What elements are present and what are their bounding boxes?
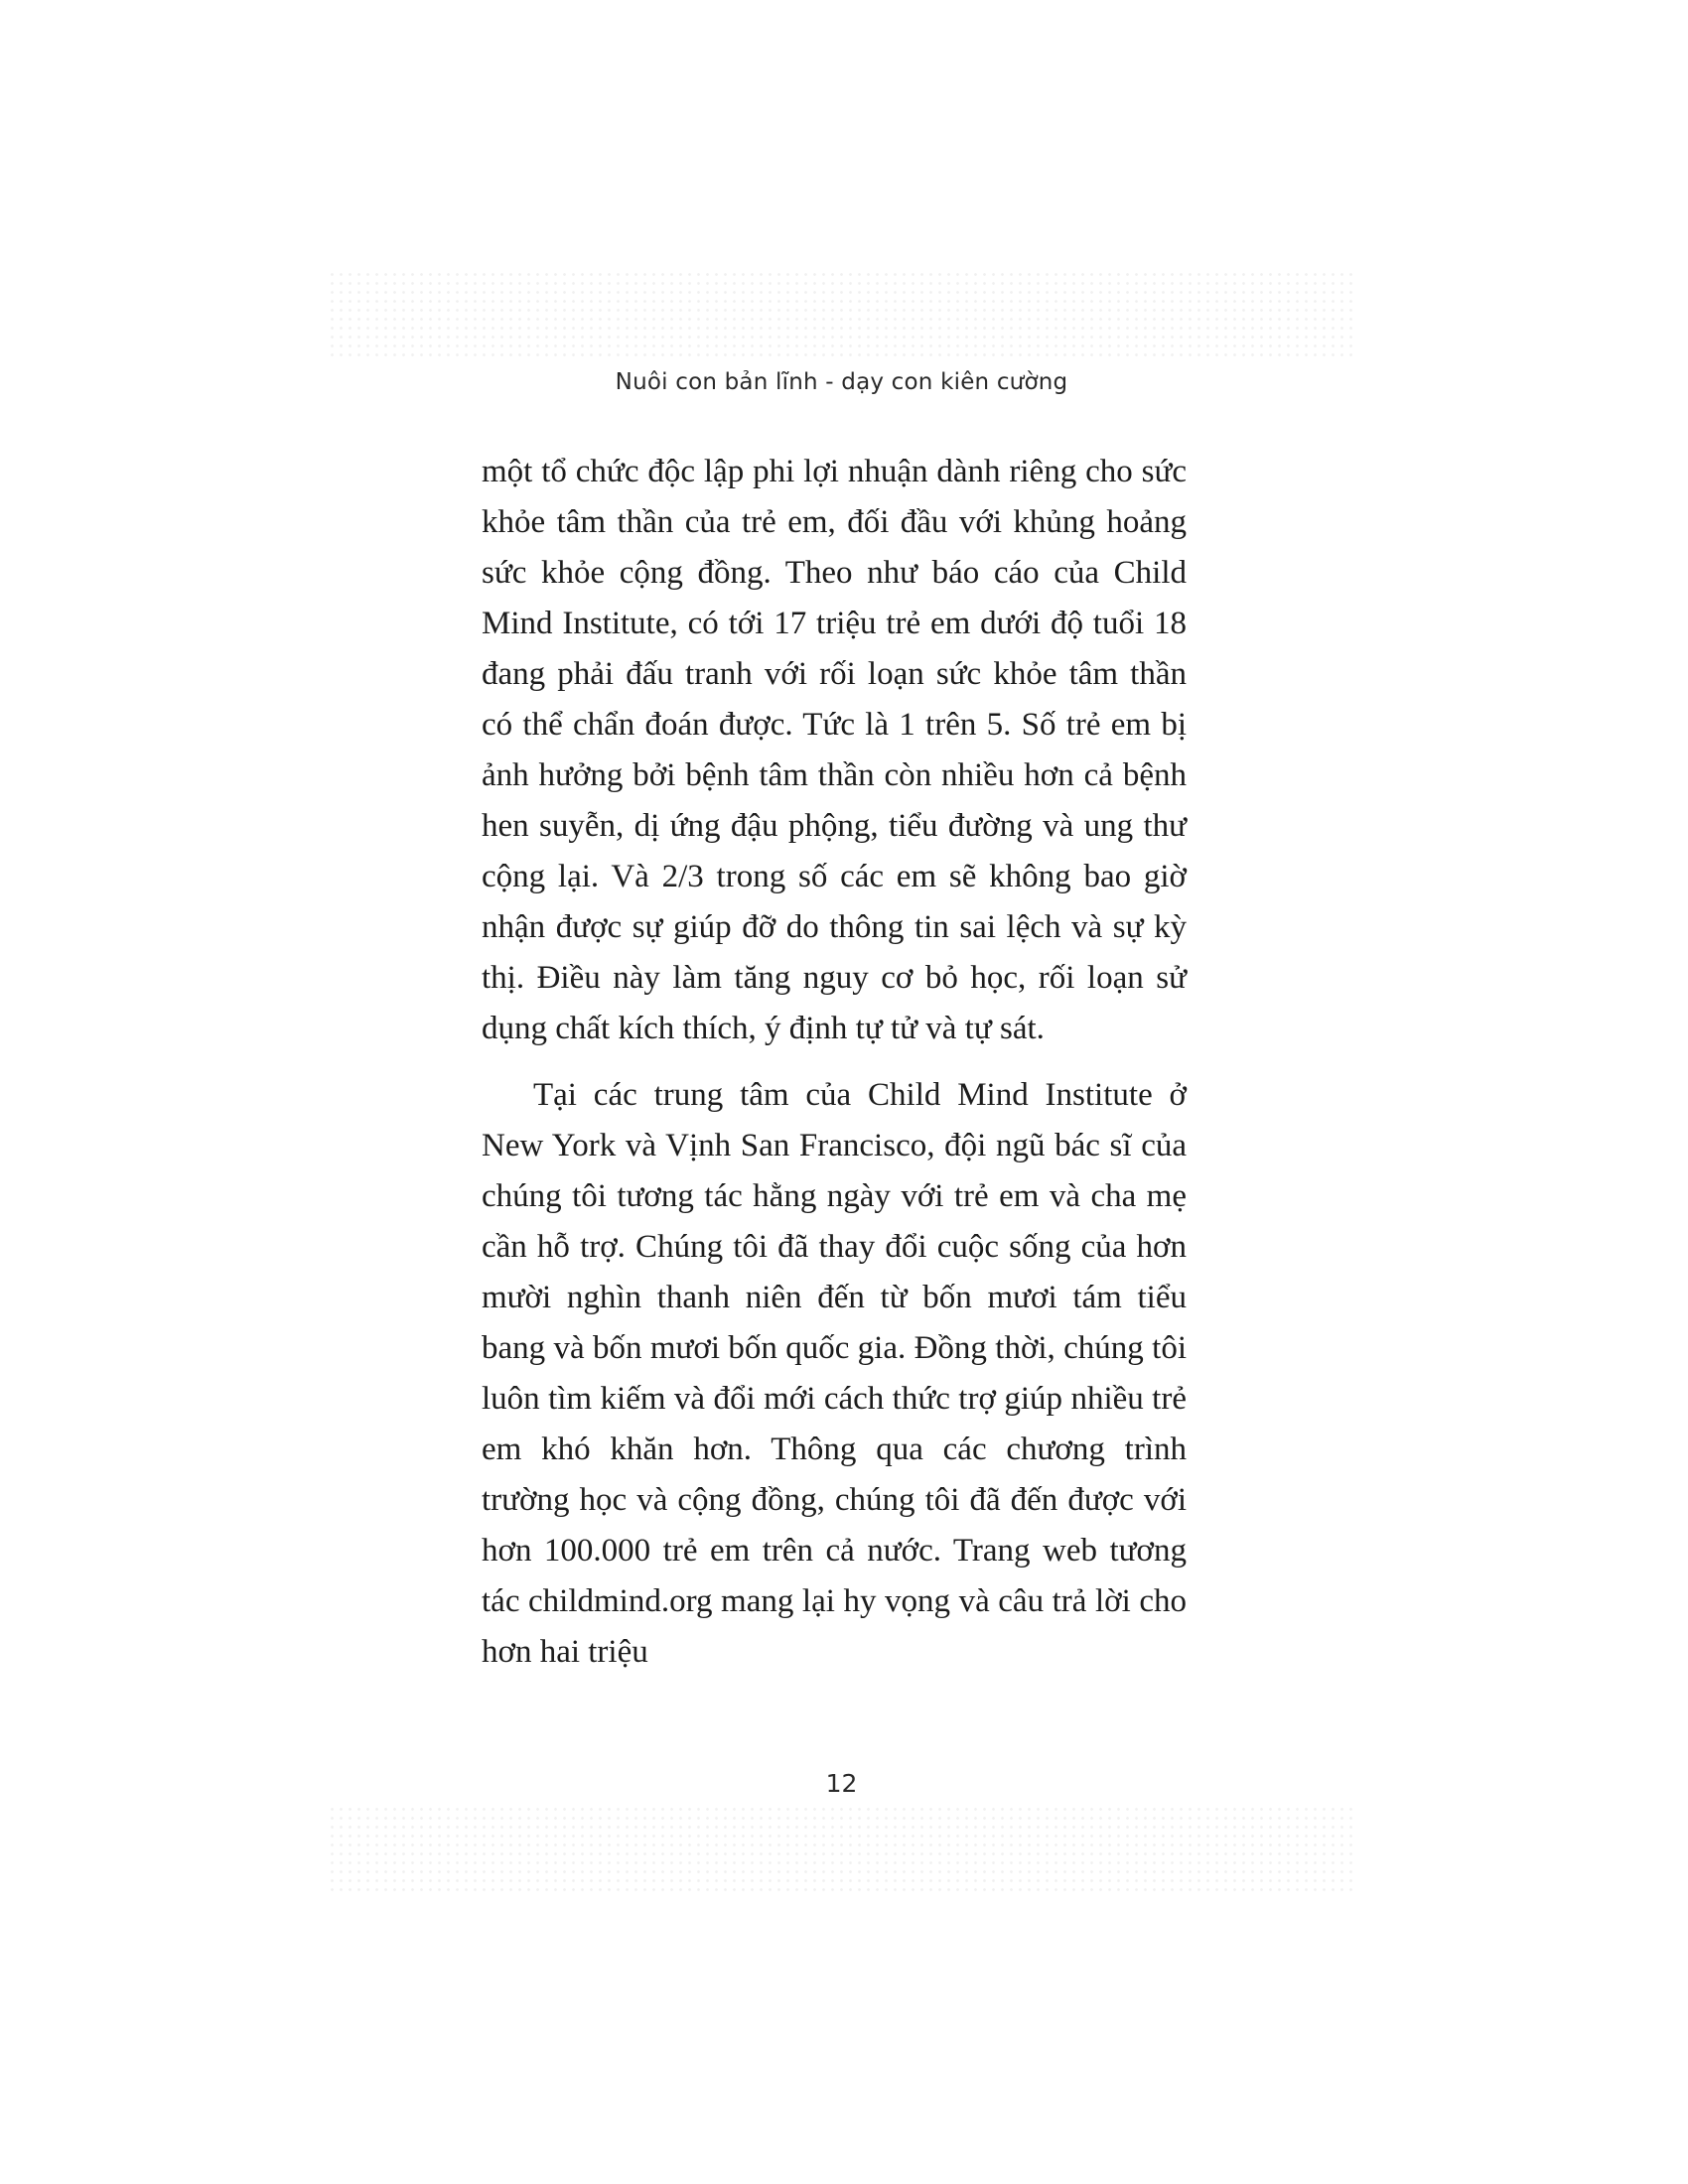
paragraph-2: Tại các trung tâm của Child Mind Institute ở New York và Vịnh San Francisco, đội ngũ bác sĩ của chúng tôi tương tác hằng ngày với trẻ em và cha mẹ cần hỗ trợ. Chúng tôi đã thay đổi cuộc sống của hơn mười nghìn thanh niên đến từ bốn mươi tám tiểu bang và bốn mươi bốn quốc gia. Đồng thời, chúng tôi luôn tìm kiếm và đổi mới cách thức trợ giúp nhiều trẻ em khó khăn hơn. Thông qua các chương trình trường học và cộng đồng, chúng tôi đã đến được với hơn 100.000 trẻ em trên cả nước. Trang web tương tác childmind.org mang lại hy vọng và câu trả lời cho hơn hai triệu — [482, 1077, 1187, 1670]
running-header: Nuôi con bản lĩnh - dạy con kiên cường — [615, 369, 1068, 395]
paragraph-1: một tổ chức độc lập phi lợi nhuận dành riêng cho sức khỏe tâm thần của trẻ em, đối đầu với khủng hoảng sức khỏe cộng đồng. Theo như báo cáo của Child Mind Institute, có tới 17 triệu trẻ em dưới độ tuổi 18 đang phải đấu tranh với rối loạn sức khỏe tâm thần có thể chẩn đoán được. Tức là 1 trên 5. Số trẻ em bị ảnh hưởng bởi bệnh tâm thần còn nhiều hơn cả bệnh hen suyễn, dị ứng đậu phộng, tiểu đường và ung thư cộng lại. Và 2/3 trong số các em sẽ không bao giờ nhận được sự giúp đỡ do thông tin sai lệch và sự kỳ thị. Điều này làm tăng nguy cơ bỏ học, rối loạn sử dụng chất kích thích, ý định tự tử và tự sát. — [482, 454, 1187, 1046]
header-dot-pattern — [328, 270, 1355, 361]
page-number: 12 — [825, 1769, 858, 1798]
body-text — [482, 447, 1187, 1678]
footer-dot-pattern — [328, 1805, 1355, 1896]
